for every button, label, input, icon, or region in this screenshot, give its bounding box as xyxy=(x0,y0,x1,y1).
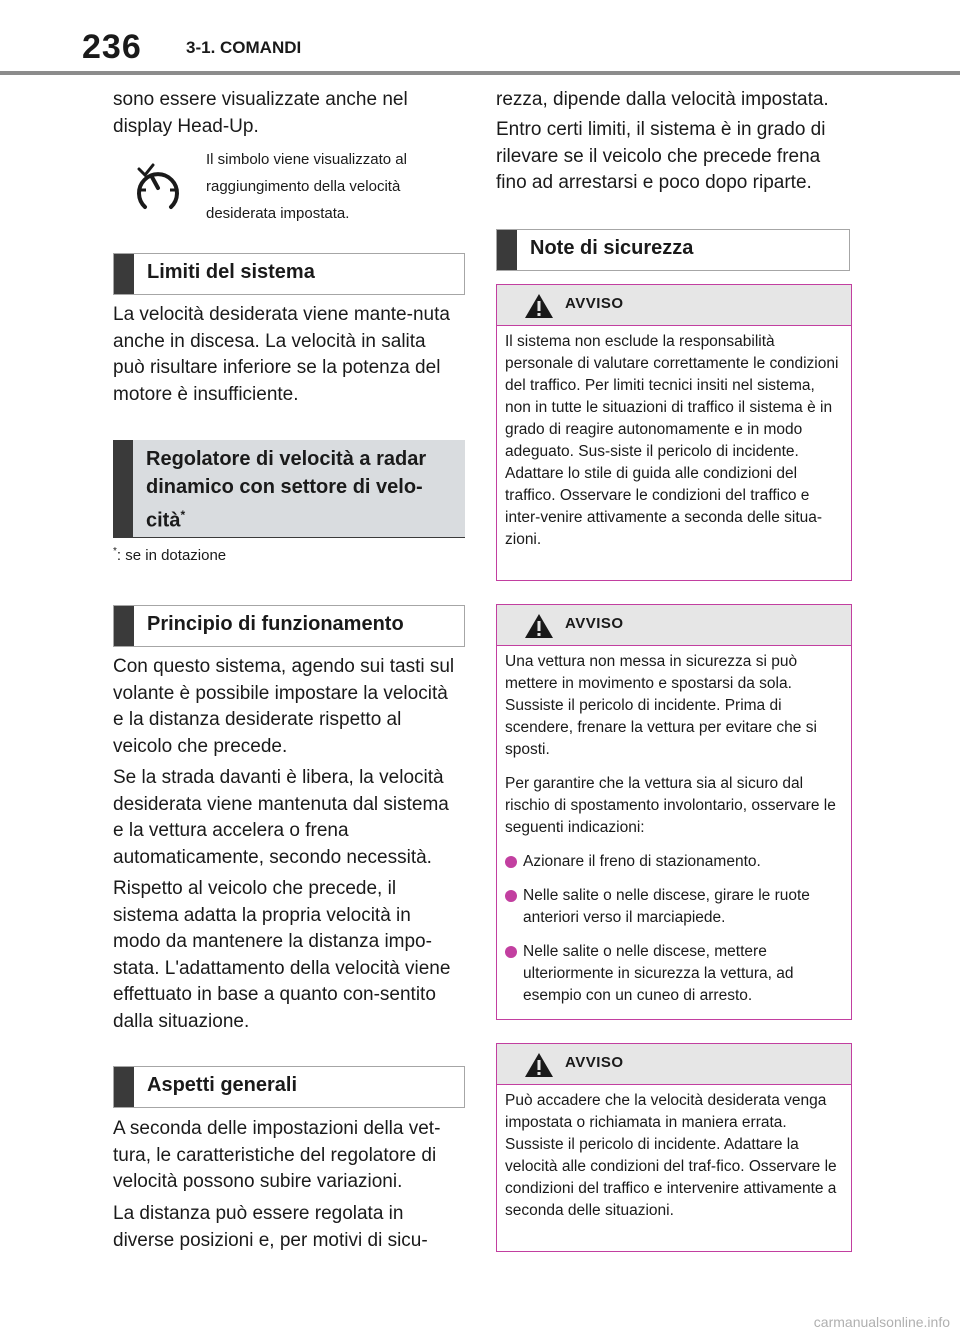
section-tab xyxy=(114,606,134,646)
bullet-dot-icon xyxy=(505,946,517,958)
continued-paragraph-2: Entro certi limiti, il sistema è in grado di rilevare se il veicolo che precede frena fino ad arrestarsi e poco dopo riparte. xyxy=(496,119,826,194)
watermark: carmanualsonline.info xyxy=(813,1314,950,1330)
warning-text: Una vettura non messa in sicurezza si può mettere in movimento e spostarsi da sola. Sussiste il pericolo di incidente. Prima di scendere, frenare la vettura per evitare che si sposti. xyxy=(505,653,817,758)
page-number: 236 xyxy=(82,28,142,66)
warning-box-2 xyxy=(496,604,852,1020)
continued-paragraph-1: rezza, dipende dalla velocità impostata. xyxy=(496,89,829,110)
intro-text: sono essere visualizzate anche nel display Head-Up. xyxy=(113,89,408,137)
section-tab xyxy=(113,440,133,537)
section-title-general: Aspetti generali xyxy=(147,1074,298,1096)
section-title-safety: Note di sicurezza xyxy=(530,237,694,259)
section-tab xyxy=(114,1067,134,1107)
list-item: Nelle salite o nelle discese, mettere ulteriormente in sicurezza la vettura, ad esempio con un cuneo di arresto. xyxy=(505,941,843,1007)
warning-body xyxy=(497,646,851,1015)
principle-paragraph-2: Se la strada davanti è libera, la velocità desiderata viene mantenuta dal sistema e la vettura accelera o frena automaticamente, secondo necessità. xyxy=(113,767,449,868)
warning-triangle-icon xyxy=(523,1051,555,1079)
section-radar-cruise xyxy=(113,440,465,538)
section-safety xyxy=(496,229,850,271)
list-item: Azionare il freno di stazionamento. xyxy=(505,851,843,873)
warning-body xyxy=(497,326,851,559)
warning-header xyxy=(497,605,851,646)
page-header xyxy=(0,0,960,78)
general-paragraph-2: La distanza può essere regolata in diverse posizioni e, per motivi di sicu- xyxy=(113,1203,428,1251)
icon-description: Il simbolo viene visualizzato al raggiungimento della velocità desiderata impostata. xyxy=(206,151,407,222)
warning-title: AVVISO xyxy=(565,1054,624,1071)
warning-header xyxy=(497,285,851,326)
section-limits xyxy=(113,253,465,295)
warning-box-1 xyxy=(496,284,852,581)
principle-paragraph-1: Con questo sistema, agendo sui tasti sul volante è possibile impostare la velocità e la distanza desiderate rispetto al veicolo che precede. xyxy=(113,656,455,757)
section-title-limits: Limiti del sistema xyxy=(147,261,315,283)
footnote: *: se in dotazione xyxy=(113,546,227,564)
list-item: Nelle salite o nelle discese, girare le ruote anteriori verso il marciapiede. xyxy=(505,885,843,929)
header-rule xyxy=(0,71,960,75)
warning-triangle-icon xyxy=(523,612,555,640)
warning-body xyxy=(497,1085,851,1230)
warning-title: AVVISO xyxy=(565,615,624,632)
warning-text: Può accadere che la velocità desiderata venga impostata o richiamata in maniera errata. Sussiste il pericolo di incidente. Adattare la velocità alle condizioni del traf-fico. Osservare le condizioni del traffico e intervenire attivamente a seconda delle situazioni. xyxy=(505,1092,837,1219)
warning-header xyxy=(497,1044,851,1085)
general-paragraph-1: A seconda delle impostazioni della vet-tura, le caratteristiche del regolatore di velocità possono subire variazioni. xyxy=(113,1118,441,1193)
speed-reached-icon xyxy=(135,163,181,213)
warning-title: AVVISO xyxy=(565,295,624,312)
bullet-dot-icon xyxy=(505,856,517,868)
principle-paragraph-3: Rispetto al veicolo che precede, il sistema adatta la propria velocità in modo da mantenere la distanza impo-stata. L'adattamento della velocità viene effettuato in base a quanto con-sentito dalla situazione. xyxy=(113,878,451,1032)
section-title-principle: Principio di funzionamento xyxy=(147,613,404,635)
section-tab xyxy=(114,254,134,294)
warning-text-2: Per garantire che la vettura sia al sicuro dal rischio di spostamento involontario, osservare le seguenti indicazioni: xyxy=(505,775,836,836)
warning-box-3 xyxy=(496,1043,852,1252)
limits-text: La velocità desiderata viene mante-nuta anche in discesa. La velocità in salita può risultare inferiore se la potenza del motore è insufficiente. xyxy=(113,304,450,405)
warning-triangle-icon xyxy=(523,292,555,320)
section-tab xyxy=(497,230,517,270)
bullet-dot-icon xyxy=(505,890,517,902)
chapter-title: 3-1. COMANDI xyxy=(186,38,302,57)
section-principle xyxy=(113,605,465,647)
section-general xyxy=(113,1066,465,1108)
warning-text: Il sistema non esclude la responsabilità personale di valutare correttamente le condizioni del traffico. Per limiti tecnici insiti nel sistema, non in tutte le situazioni di traffico il sistema è in grado di reagire autonomamente e in modo adeguato. Sus-siste il pericolo di incidente. Adattare lo stile di guida alle condizioni del traffico. Osservare le condizioni del traffico e inter-venire attivamente a seconda delle situa-zioni. xyxy=(505,333,839,548)
section-title-radar: Regolatore di velocità a radar dinamico con settore di velo-cità* xyxy=(146,448,427,532)
